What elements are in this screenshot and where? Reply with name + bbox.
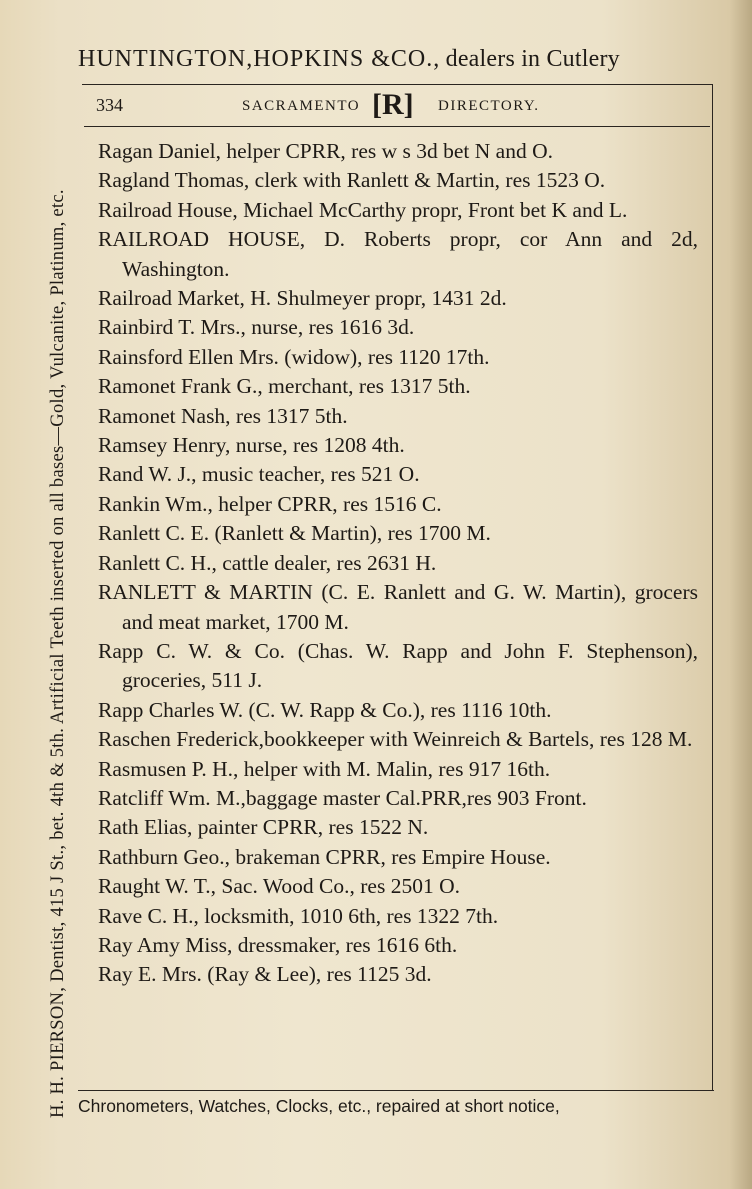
directory-entry: Railroad Market, H. Shulmeyer propr, 1431 2d.: [98, 286, 507, 311]
directory-entry: Rasmusen P. H., helper with M. Malin, res 917 16th.: [98, 756, 551, 781]
footer-rule: [78, 1090, 714, 1091]
directory-entry: Ragland Thomas, clerk with Ranlett & Martin, res 1523 O.: [98, 168, 606, 193]
directory-entry: Ragan Daniel, helper CPRR, res w s 3d bet N and O.: [98, 139, 554, 163]
header-rule: [84, 126, 710, 127]
directory-entry: Rand W. J., music teacher, res 521 O.: [98, 462, 420, 487]
directory-entry: RAILROAD HOUSE, D. Roberts propr, cor Ann and 2d, Washington.: [98, 227, 698, 281]
directory-entry: Rainbird T. Mrs., nurse, res 1616 3d.: [98, 315, 415, 340]
page-number: 334: [96, 95, 123, 115]
running-head-city: SACRAMENTO: [242, 98, 361, 114]
directory-entry: Rath Elias, painter CPRR, res 1522 N.: [98, 815, 429, 840]
directory-entry: Rainsford Ellen Mrs. (widow), res 1120 17th.: [98, 344, 490, 369]
directory-entry: Raught W. T., Sac. Wood Co., res 2501 O.: [98, 874, 460, 899]
bottom-advertisement: Chronometers, Watches, Clocks, etc., repaired at short notice,: [78, 1096, 560, 1116]
directory-entry: Ranlett C. H., cattle dealer, res 2631 H.: [98, 550, 437, 575]
directory-entry: Ratcliff Wm. M.,baggage master Cal.PRR,res 903 Front.: [98, 785, 587, 810]
top-ad-firm: HUNTINGTON,HOPKINS &CO.: [78, 46, 434, 72]
side-advertisement: H. H. PIERSON, Dentist, 415 J St., bet. 4th & 5th. Artificial Teeth inserted on all bases—Gold, Vulcanite, Platinum, etc.: [48, 189, 68, 1118]
running-head-directory: DIRECTORY.: [438, 98, 540, 114]
directory-entry: Ray Amy Miss, dressmaker, res 1616 6th.: [98, 932, 458, 957]
directory-entries: [98, 137, 698, 990]
directory-entry: RANLETT & MARTIN (C. E. Ranlett and G. W. Martin), grocers and meat market, 1700 M.: [98, 580, 698, 634]
directory-entry: Ramsey Henry, nurse, res 1208 4th.: [98, 433, 405, 458]
directory-entry: Ramonet Frank G., merchant, res 1317 5th.: [98, 374, 471, 399]
top-advertisement: [78, 46, 718, 73]
directory-entry: Rankin Wm., helper CPRR, res 1516 C.: [98, 491, 442, 516]
directory-entry: Rapp C. W. & Co. (Chas. W. Rapp and John F. Stephenson), groceries, 511 J.: [98, 638, 698, 693]
directory-entry: Ray E. Mrs. (Ray & Lee), res 1125 3d.: [98, 962, 432, 987]
directory-entry: Ranlett C. E. (Ranlett & Martin), res 1700 M.: [98, 521, 491, 546]
directory-entry: Rave C. H., locksmith, 1010 6th, res 1322 7th.: [98, 903, 499, 928]
running-head-letter: [R]: [372, 88, 414, 121]
directory-entry: Railroad House, Michael McCarthy propr, Front bet K and L.: [98, 197, 628, 222]
directory-entry: Raschen Frederick,bookkeeper with Weinreich & Bartels, res 128 M.: [98, 727, 693, 752]
top-ad-text: , dealers in Cutlery: [433, 46, 620, 72]
running-head: [96, 88, 706, 126]
directory-entry: Ramonet Nash, res 1317 5th.: [98, 403, 348, 428]
directory-entry: Rapp Charles W. (C. W. Rapp & Co.), res 1116 10th.: [98, 697, 552, 722]
directory-entry: Rathburn Geo., brakeman CPRR, res Empire House.: [98, 844, 551, 869]
